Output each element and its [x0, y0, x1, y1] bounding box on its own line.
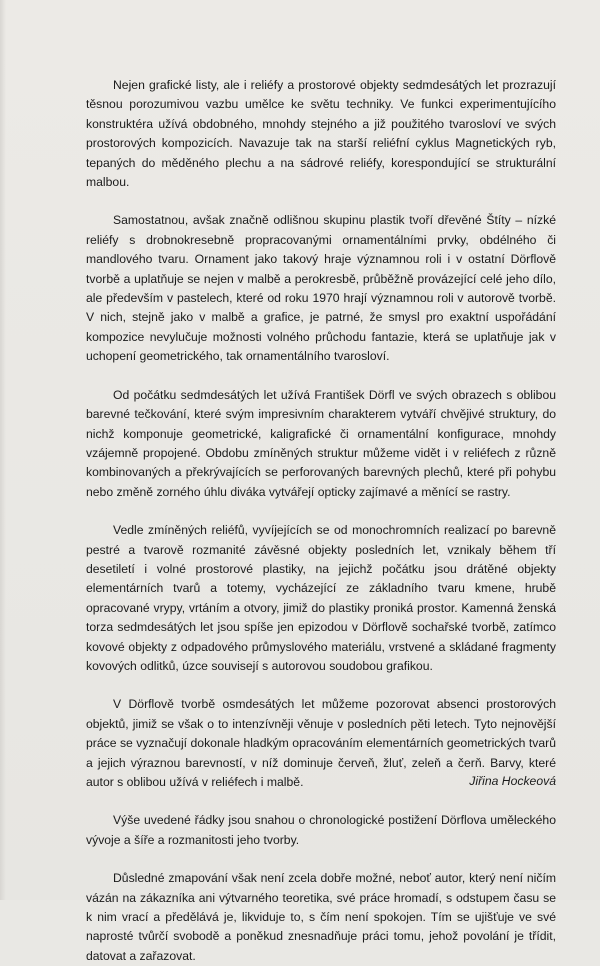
paragraph-1: Nejen grafické listy, ale i reliéfy a prostorové objekty sedmdesátých let prozrazují těsnou porozumivou vazbu umělce ke světu techniky. Ve funkci experimentujícího konstruktéra užívá obdobného, mnohdy stejného a již použitého tvarosloví ve svých prostorových kompozicích. Navazuje tak na starší reliéfní cyklus Magnetických ryb, tepaných do měděného plechu a na sádrové reliéfy, korespondující se strukturální malbou. — [86, 78, 556, 190]
paragraph-4: Vedle zmíněných reliéfů, vyvíjejících se od monochromních realizací po barevně pestré a tvarově rozmanité závěsné objekty posledních let, vznikaly během tří desetiletí i volné prostorové plastiky, na jejichž počátku jsou drátěné objekty elementárních tvarů a totemy, vycházející ze základního tvaru kmene, hrubě opracované vrypy, vrtáním a otvory, jimiž do plastiky proniká prostor. Kamenná ženská torza sedmdesátých let jsou spíše jen epizodou v Dörflově sochařské tvorbě, zatímco kovové objekty z odpadového průmyslového materiálu, vrstvené a skládané fragmenty kovových odlitků, úzce souvisejí s autorovou soudobou grafikou. — [86, 523, 556, 673]
paragraph-7: Důsledné zmapování však není zcela dobře možné, neboť autor, který není ničím vázán na zákazníka ani výtvarného teoretika, své práce hromadí, s odstupem času se k nim vrací a předělává je, likviduje to, s čím není spokojen. Tím se ujišťuje ve své naprosté tvůrčí svobodě a poněkud znesnadňuje práci tomu, jehož povolání je třídit, datovat a zařazovat. — [86, 871, 556, 963]
paragraph-5: V Dörflově tvorbě osmdesátých let můžeme pozorovat absenci prostorových objektů, jimiž se však o to intenzívněji věnuje v posledních pěti letech. Tyto nejnovější práce se vyznačují dokonale hladkým opracováním elementárních geometrických tvarů a jejich výraznou barevností, v níž dominuje červeň, žluť, zeleň a čerň. Barvy, které autor s oblibou užívá v reliéfech i malbě. — [86, 697, 556, 789]
paragraph-3: Od počátku sedmdesátých let užívá František Dörfl ve svých obrazech s oblibou barevné tečkování, které svým impresivním charakterem vytváří chvějivé struktury, do nichž komponuje geometrické, kaligrafické či ornamentální konfigurace, mnohdy vzájemně propojené. Obdobu zmíněných struktur můžeme vidět i v reliéfech z různě kombinovaných a překrývajících se perforovaných barevných plechů, které při pohybu nebo změně zorného úhlu diváka vytvářejí opticky zajímavé a měnící se rastry. — [86, 387, 556, 499]
page-edge-shadow — [0, 0, 6, 900]
article-body — [86, 76, 556, 966]
author-signature: Jiřina Hockeová — [469, 774, 556, 788]
paragraph-6: Výše uvedené řádky jsou snahou o chronologické postižení Dörflova uměleckého vývoje a šíře a rozmanitosti jeho tvorby. — [86, 813, 556, 847]
paragraph-2: Samostatnou, avšak značně odlišnou skupinu plastik tvoří dřevěné Štíty – nízké reliéfy s drobnokresebně propracovanými ornamentálními prvky, obdélného či mandlového tvaru. Ornament jako takový hraje významnou roli i v ostatní Dörflově tvorbě a uplatňuje se nejen v malbě a perokresbě, průběžně provázející celé jeho dílo, ale především v pastelech, které od roku 1970 hrají významnou roli v autorově tvorbě. V nich, stejně jako v malbě a grafice, je patrné, že smysl pro exaktní uspořádání kompozice nevylučuje možnosti volného průchodu fantazie, která se uplatňuje jak v uchopení geometrického, tak ornamentálního tvarosloví. — [86, 213, 556, 364]
